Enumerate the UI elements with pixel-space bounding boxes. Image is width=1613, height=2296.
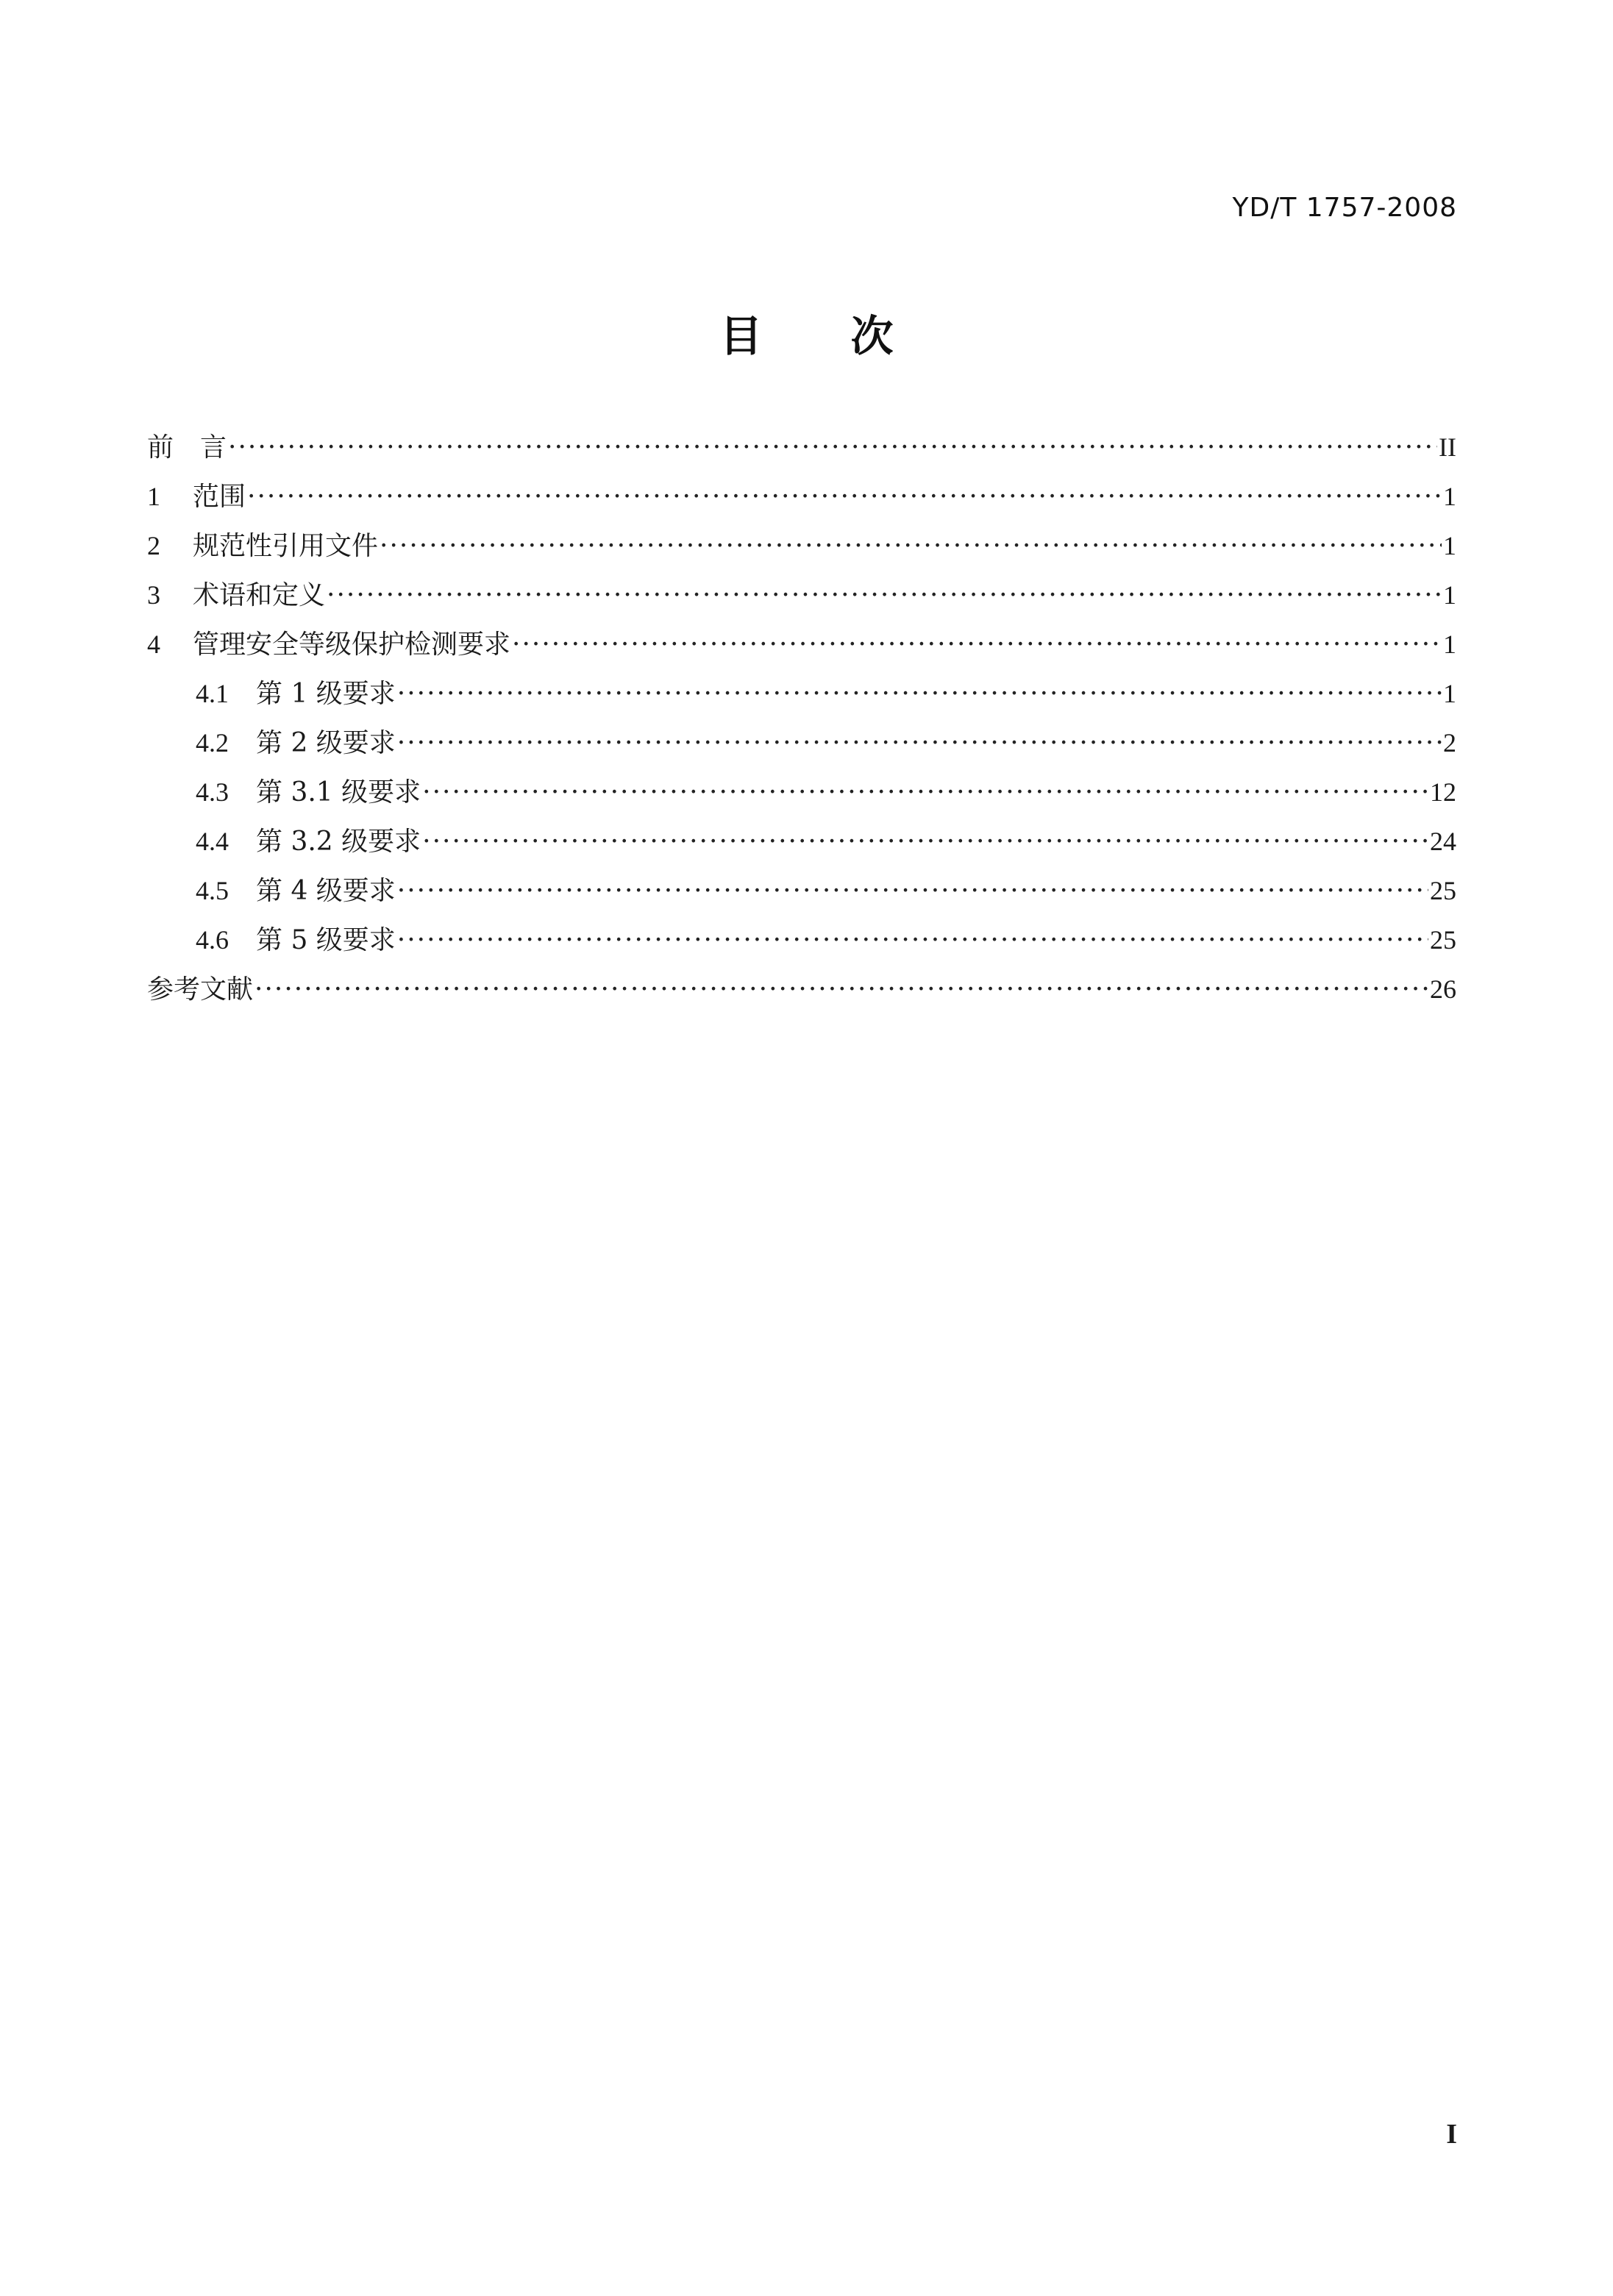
toc-page-number: 24 bbox=[1430, 827, 1456, 856]
toc-section-number: 4.3 bbox=[196, 777, 229, 807]
toc-label: 第 3.2 级要求 bbox=[256, 827, 421, 857]
toc-label: 参考文献 bbox=[147, 974, 254, 1005]
toc-label: 规范性引用文件 bbox=[193, 531, 379, 561]
toc-label: 第 1 级要求 bbox=[256, 679, 396, 709]
toc-leader-dots bbox=[397, 916, 1428, 965]
table-of-contents bbox=[147, 423, 1456, 1014]
toc-page-number: II bbox=[1439, 432, 1456, 462]
toc-leader-dots bbox=[380, 521, 1442, 571]
toc-page-number: 1 bbox=[1443, 531, 1456, 560]
toc-entry-scope[interactable] bbox=[147, 472, 1456, 521]
toc-section-number: 4 bbox=[147, 630, 160, 659]
standard-code: YD/T 1757-2008 bbox=[1232, 193, 1457, 223]
toc-leader-dots bbox=[422, 817, 1428, 866]
toc-page-number: 1 bbox=[1443, 679, 1456, 708]
toc-page-number: 1 bbox=[1443, 580, 1456, 610]
toc-leader-dots bbox=[397, 669, 1442, 719]
toc-leader-dots bbox=[254, 965, 1428, 1014]
toc-label: 管理安全等级保护检测要求 bbox=[193, 630, 511, 660]
toc-leader-dots bbox=[512, 620, 1442, 669]
toc-page-number: 1 bbox=[1443, 630, 1456, 659]
toc-page-number: 25 bbox=[1430, 876, 1456, 905]
toc-section-number: 1 bbox=[147, 482, 160, 511]
toc-page-number: 1 bbox=[1443, 482, 1456, 511]
toc-leader-dots bbox=[422, 768, 1428, 817]
toc-entry-level-1[interactable] bbox=[147, 669, 1456, 719]
toc-entry-level-3-1[interactable] bbox=[147, 768, 1456, 817]
toc-entry-level-2[interactable] bbox=[147, 719, 1456, 768]
toc-section-number: 2 bbox=[147, 531, 160, 560]
toc-section-number: 4.1 bbox=[196, 679, 229, 708]
page-title: 目次 bbox=[719, 311, 982, 361]
toc-label: 范围 bbox=[193, 482, 246, 512]
toc-leader-dots bbox=[247, 472, 1442, 521]
toc-entry-normative-references[interactable] bbox=[147, 521, 1456, 571]
toc-section-number: 3 bbox=[147, 580, 160, 610]
toc-section-number: 4.6 bbox=[196, 925, 229, 955]
toc-entry-testing-requirements[interactable] bbox=[147, 620, 1456, 669]
toc-label: 第 4 级要求 bbox=[256, 876, 396, 906]
toc-page-number: 26 bbox=[1430, 974, 1456, 1004]
toc-section-number: 4.2 bbox=[196, 728, 229, 757]
toc-page-number: 2 bbox=[1443, 728, 1456, 757]
toc-label: 第 3.1 级要求 bbox=[256, 777, 421, 807]
toc-entry-terms-definitions[interactable] bbox=[147, 571, 1456, 620]
toc-entry-level-3-2[interactable] bbox=[147, 817, 1456, 866]
toc-leader-dots bbox=[228, 423, 1437, 472]
page-folio: I bbox=[1446, 2119, 1457, 2150]
toc-entry-foreword[interactable] bbox=[147, 423, 1456, 472]
toc-leader-dots bbox=[397, 719, 1442, 768]
toc-entry-level-4[interactable] bbox=[147, 866, 1456, 916]
toc-section-number: 4.5 bbox=[196, 876, 229, 905]
toc-leader-dots bbox=[397, 866, 1428, 916]
toc-label: 前 言 bbox=[147, 432, 227, 463]
toc-label: 第 5 级要求 bbox=[256, 925, 396, 955]
toc-section-number: 4.4 bbox=[196, 827, 229, 856]
toc-page-number: 25 bbox=[1430, 925, 1456, 955]
toc-label: 第 2 级要求 bbox=[256, 728, 396, 758]
toc-page-number: 12 bbox=[1430, 777, 1456, 807]
toc-entry-level-5[interactable] bbox=[147, 916, 1456, 965]
toc-leader-dots bbox=[327, 571, 1442, 620]
toc-entry-bibliography[interactable] bbox=[147, 965, 1456, 1014]
toc-label: 术语和定义 bbox=[193, 580, 326, 610]
